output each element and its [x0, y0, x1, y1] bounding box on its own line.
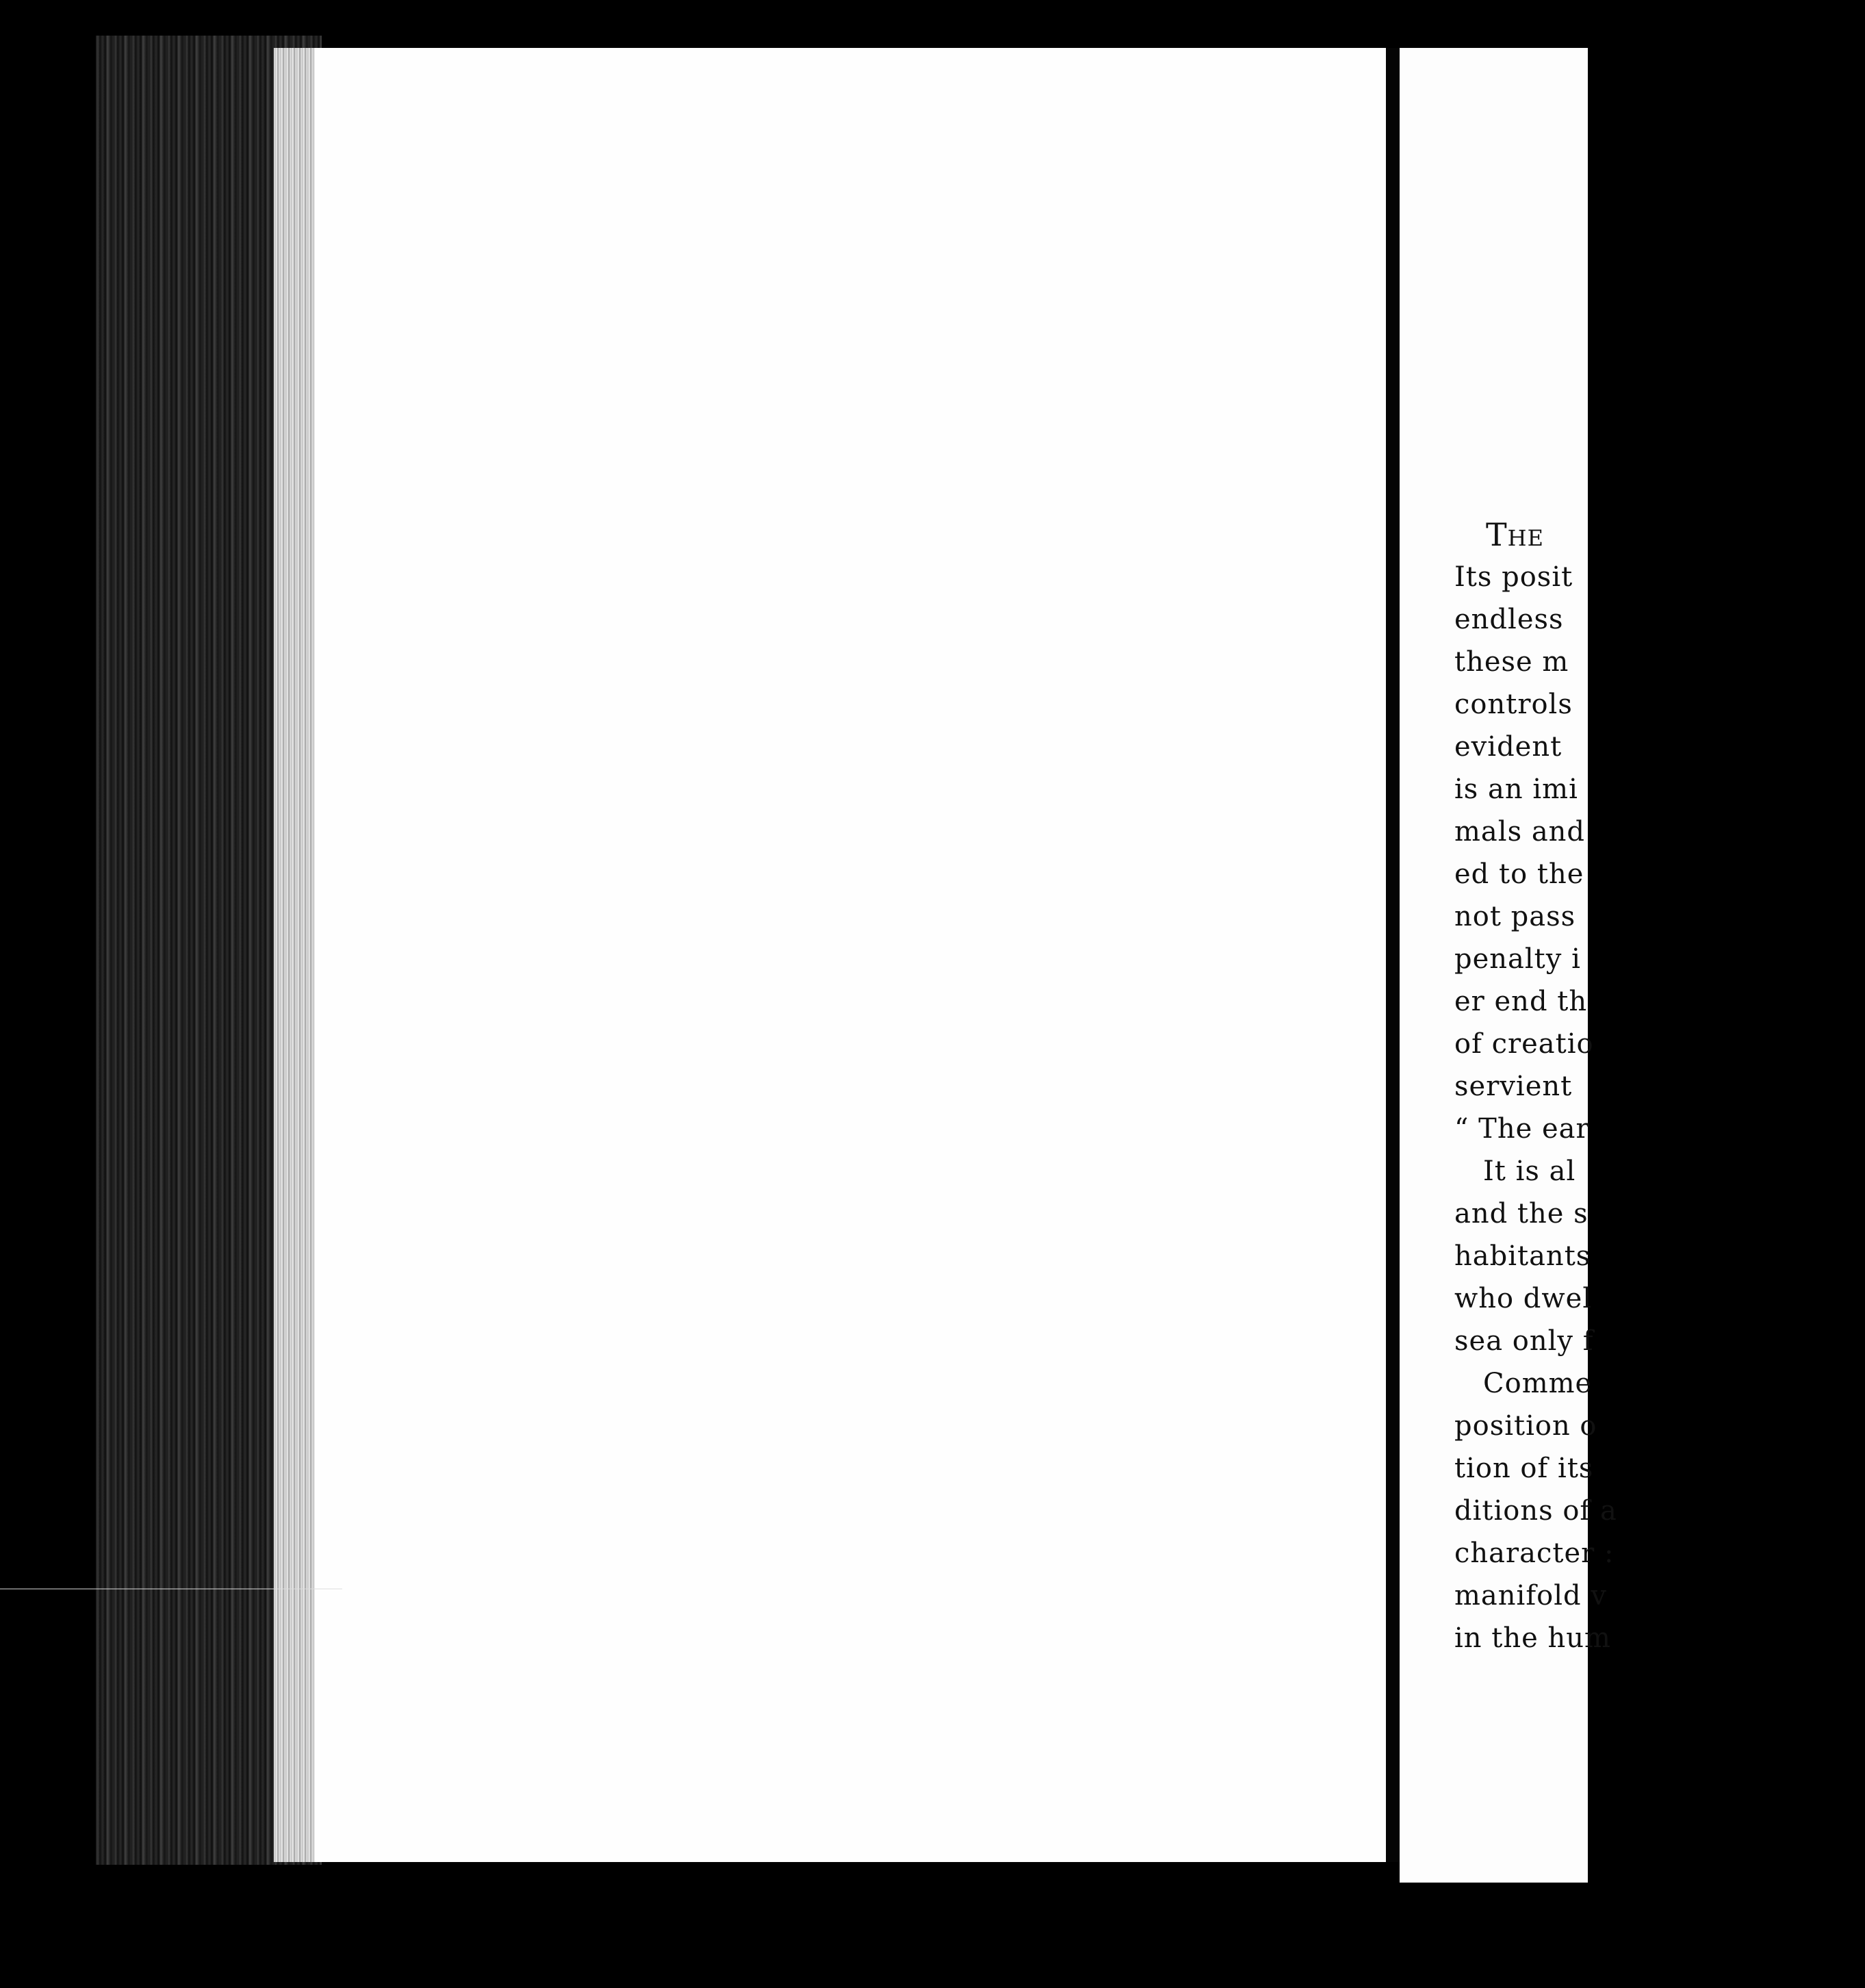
text-lines: [1454, 556, 1865, 1659]
text-line: mals and: [1454, 816, 1586, 848]
text-line: Its posit: [1454, 561, 1573, 593]
text-line: not pass: [1454, 901, 1576, 932]
text-line: and the s: [1454, 1198, 1589, 1229]
text-line: who dwel: [1454, 1283, 1593, 1314]
text-line: It is al: [1483, 1156, 1576, 1187]
text-line: these m: [1454, 646, 1569, 678]
blank-left-page: [315, 48, 1386, 1862]
text-line: position o: [1454, 1410, 1597, 1442]
text-line: is an imi: [1454, 774, 1578, 805]
book-gutter: [1386, 48, 1400, 1862]
text-line: evident: [1454, 731, 1562, 763]
text-line: habitants: [1454, 1240, 1591, 1272]
scan-artifact-line: [0, 1588, 342, 1590]
text-line: endless: [1454, 604, 1564, 635]
text-line: servient: [1454, 1071, 1573, 1102]
text-line: penalty i: [1454, 943, 1581, 975]
text-line: tion of its: [1454, 1453, 1594, 1484]
text-line: manifold v: [1454, 1580, 1607, 1611]
text-line: er end th: [1454, 986, 1588, 1017]
text-line: ditions of a: [1454, 1495, 1617, 1527]
chapter-opening-word: The: [1486, 516, 1544, 553]
text-line: controls: [1454, 689, 1573, 720]
text-line: sea only f: [1454, 1325, 1594, 1357]
text-column: [1454, 513, 1865, 1659]
text-line: of creatio: [1454, 1028, 1594, 1060]
text-line: character :: [1454, 1538, 1615, 1569]
text-line: in the hum: [1454, 1622, 1611, 1654]
text-line: ed to the: [1454, 858, 1584, 890]
text-line: Comme: [1483, 1368, 1593, 1399]
right-page: [1400, 48, 1617, 1883]
text-line: “ The ear: [1454, 1113, 1590, 1145]
